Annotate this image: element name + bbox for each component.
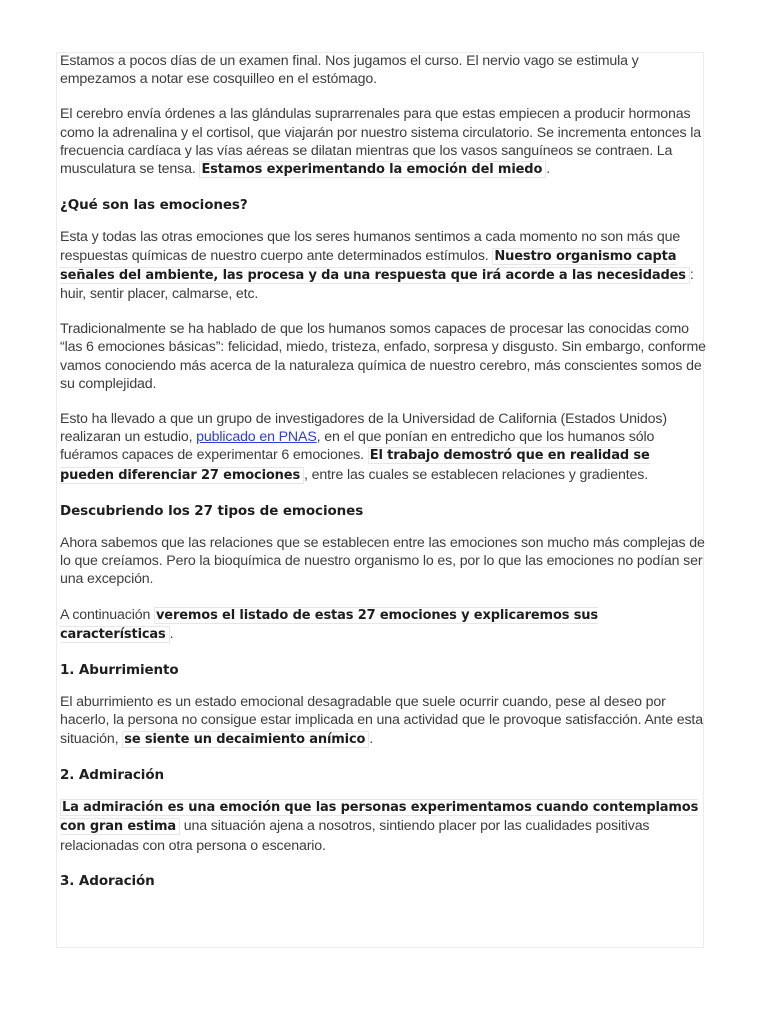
paragraph-text: . [369, 730, 374, 747]
paragraph-text: Esto ha llevado a que un grupo de investigadores de la Universidad de California (Estados Unidos) realizaran un estudio, [60, 411, 667, 446]
paragraph-text: Ahora sabemos que las relaciones que se establecen entre las emociones son mucho más complejas de lo que creíamos. Pero la bioquímica de nuestro organismo lo es, por lo que las emociones no podían ser una excepción. [60, 535, 705, 588]
paragraph-text: , en el que ponían en entredicho que los humanos sólo fuéramos capaces de experimentar 6 emociones. [60, 429, 655, 464]
paragraph [60, 798, 706, 855]
section-heading: 1. Aburrimiento [60, 662, 179, 679]
article-body [60, 52, 706, 904]
paragraph-text: A continuación [60, 606, 154, 623]
highlighted-text: El trabajo demostró que en realidad se pueden diferenciar 27 emociones [60, 448, 650, 483]
paragraph [60, 410, 706, 485]
paragraph-text: . [546, 161, 551, 178]
paragraph [60, 228, 706, 303]
paragraph-text: Esta y todas las otras emociones que los seres humanos sentimos a cada momento no son más que respuestas químicas de nuestro cuerpo ante determinados estímulos. [60, 229, 681, 264]
highlighted-text: Nuestro organismo capta señales del ambiente, las procesa y da una respuesta que irá acorde a las necesidades [60, 248, 690, 284]
paragraph-text: Estamos a pocos días de un examen final. Nos jugamos el curso. El nervio vago se estimula y empezamos a notar ese cosquilleo en el estómago. [60, 53, 639, 88]
paragraph-text: El cerebro envía órdenes a las glándulas suprarrenales para que estas empiecen a producir hormonas como la adrenalina y el cortisol, que viajarán por nuestro sistema circulatorio. Se incrementa entonces la frecuencia cardíaca y las vías aéreas se dilatan mientras que los vasos sanguíneos se contraen. La musculatura se tensa. [60, 106, 701, 178]
paragraph [60, 105, 706, 179]
paragraph [60, 693, 706, 749]
paragraph [60, 52, 706, 88]
paragraph-text: Tradicionalmente se ha hablado de que los humanos somos capaces de procesar las conocidas como “las 6 emociones básicas”: felicidad, miedo, tristeza, enfado, sorpresa y disgusto. Sin embargo, conforme vamos conociendo más acerca de la naturaleza química de nuestro cerebro, más conscientes somos de su complejidad. [60, 321, 706, 392]
highlighted-text: se siente un decaimiento anímico [122, 731, 369, 748]
highlighted-text: Estamos experimentando la emoción del miedo [199, 161, 546, 178]
section-heading: ¿Qué son las emociones? [60, 197, 248, 214]
section-heading: Descubriendo los 27 tipos de emociones [60, 502, 364, 519]
paragraph-text: . [169, 625, 174, 642]
paragraph [60, 320, 706, 393]
paragraph-text: El aburrimiento es un estado emocional desagradable que suele ocurrir cuando, pese al deseo por hacerlo, la persona no consigue estar implicada en una actividad que le provoque satisfacción. Ante esta situación, [60, 694, 703, 747]
highlighted-text: veremos el listado de estas 27 emociones y explicaremos sus características [60, 607, 598, 642]
paragraph-text: : huir, sentir placer, calmarse, etc. [60, 266, 694, 303]
paragraph-text: , entre las cuales se establecen relaciones y gradientes. [304, 466, 649, 483]
paragraph [60, 534, 706, 589]
paragraph [60, 606, 706, 644]
paragraph-text: una situación ajena a nosotros, sintiendo placer por las cualidades positivas relacionadas con otra persona o escenario. [60, 818, 650, 854]
section-heading: 3. Adoración [60, 872, 155, 889]
section-heading: 2. Admiración [60, 766, 165, 783]
pnas-link[interactable]: publicado en PNAS [196, 429, 317, 446]
highlighted-text: La admiración es una emoción que las personas experimentamos cuando contemplamos con gran estima [60, 800, 699, 835]
